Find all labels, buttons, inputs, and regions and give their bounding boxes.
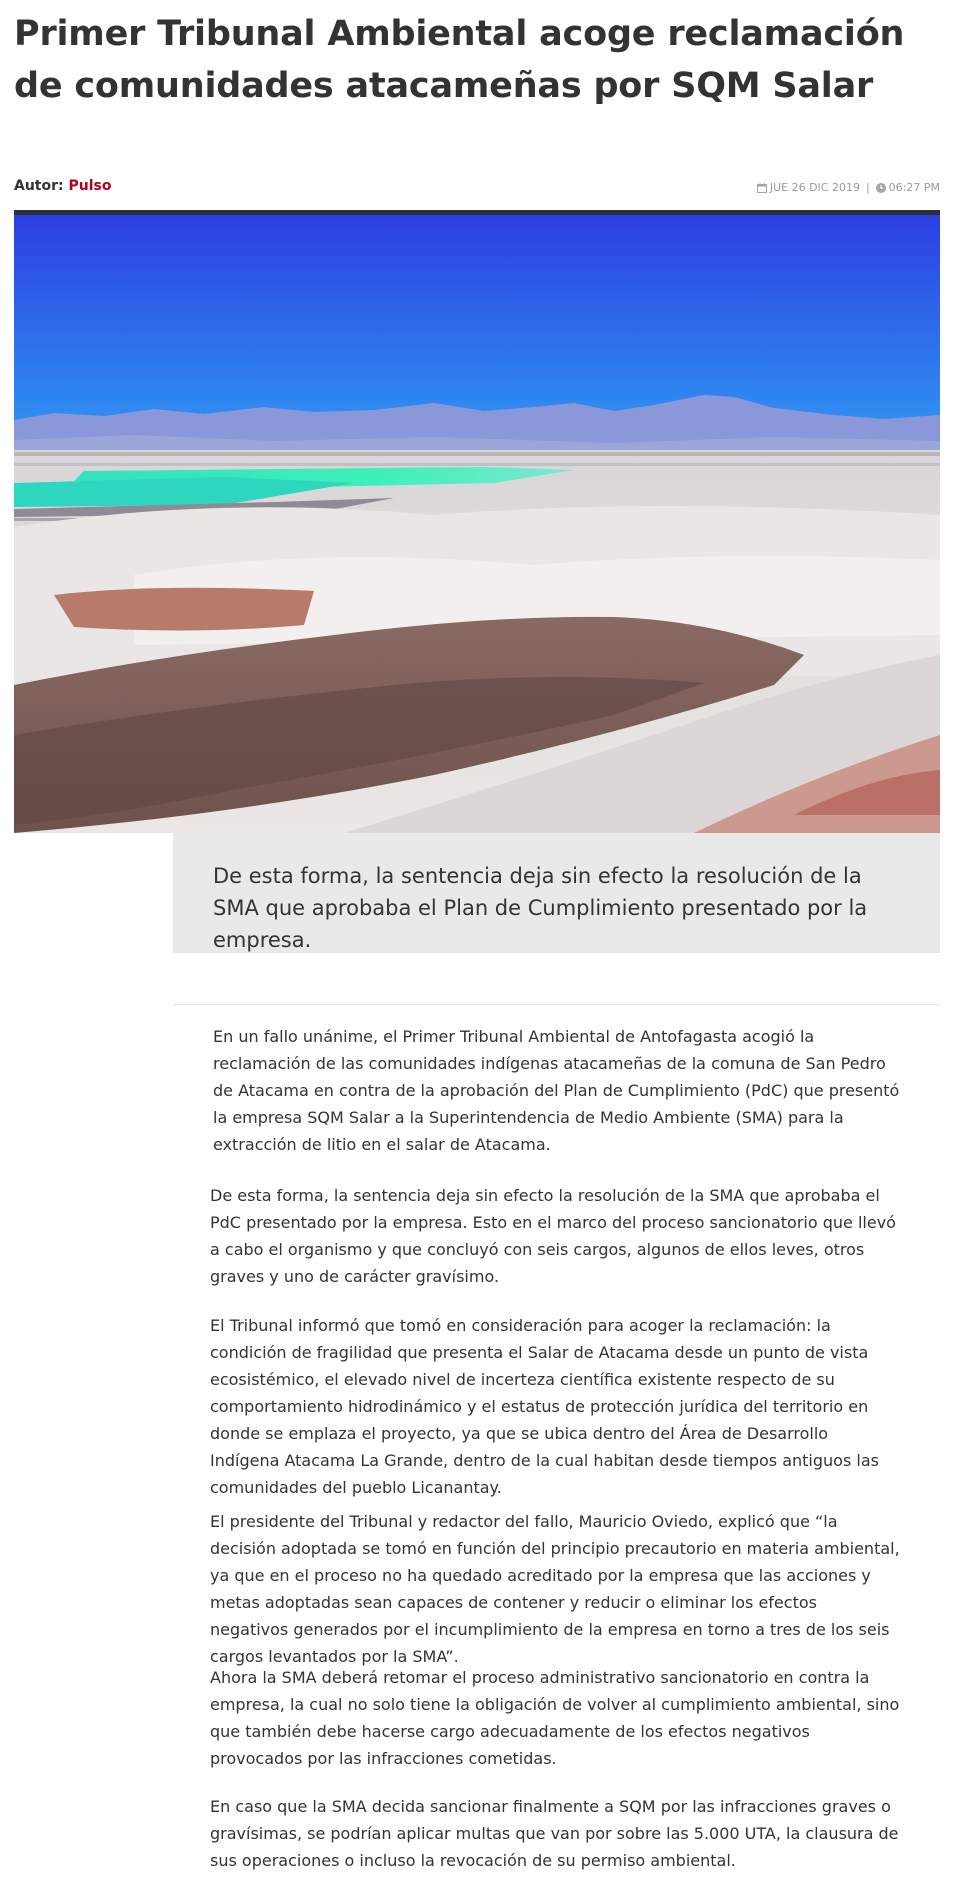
pull-quote: De esta forma, la sentencia deja sin efecto la resolución de la SMA que aprobaba el Plan de Cumplimiento presentado por la empresa. xyxy=(213,864,868,952)
author-link[interactable]: Pulso xyxy=(68,178,112,194)
article-paragraph: En un fallo unánime, el Primer Tribunal Ambiental de Antofagasta acogió la reclamación de las comunidades indígenas atacameñas de la comuna de San Pedro de Atacama en contra de la aprobación del Plan de Cumplimiento (PdC) que presentó la empresa SQM Salar a la Superintendencia de Medio Ambiente (SMA) para la extracción de litio en el salar de Atacama. xyxy=(213,1027,900,1154)
article-paragraph: En caso que la SMA decida sancionar finalmente a SQM por las infracciones graves o gravísimas, se podrían aplicar multas que van por sobre las 5.000 UTA, la clausura de sus operaciones o incluso la revocación de su permiso ambiental. xyxy=(210,1797,899,1870)
hero-image xyxy=(14,215,940,833)
dateline xyxy=(757,181,940,194)
clock-icon xyxy=(876,183,886,193)
pull-quote-box xyxy=(173,833,940,953)
article-title: Primer Tribunal Ambiental acoge reclamación de comunidades atacameñas por SQM Salar xyxy=(14,14,905,106)
section-divider xyxy=(173,1004,940,1005)
article-paragraph: El Tribunal informó que tomó en consideración para acoger la reclamación: la condición de fragilidad que presenta el Salar de Atacama desde un punto de vista ecosistémico, el elevado nivel de incerteza científica existente respecto de su comportamiento hidrodinámico y el estatus de protección jurídica del territorio en donde se emplaza el proyecto, ya que se ubica dentro del Área de Desarrollo Indígena Atacama La Grande, dentro de la cual habitan desde tiempos antiguos las comunidades del pueblo Licanantay. xyxy=(210,1316,879,1497)
article-paragraph: De esta forma, la sentencia deja sin efecto la resolución de la SMA que aprobaba el PdC presentado por la empresa. Esto en el marco del proceso sancionatorio que llevó a cabo el organismo y que concluyó con seis cargos, algunos de ellos leves, otros graves y uno de carácter gravísimo. xyxy=(210,1186,896,1286)
calendar-icon xyxy=(757,183,767,193)
date-separator: | xyxy=(865,181,870,194)
article-paragraph: El presidente del Tribunal y redactor del fallo, Mauricio Oviedo, explicó que “la decisión adoptada se tomó en función del principio precautorio en materia ambiental, ya que en el proceso no ha quedado acreditado por la empresa que las acciones y metas adoptadas sean capaces de contener y reducir o eliminar los efectos negativos generados por el incumplimiento de la empresa en torno a tres de los seis cargos levantados por la SMA”. xyxy=(210,1512,900,1666)
byline xyxy=(14,178,111,194)
publish-time: 06:27 PM xyxy=(888,181,940,194)
article-paragraph: Ahora la SMA deberá retomar el proceso administrativo sancionatorio en contra la empresa, la cual no solo tiene la obligación de volver al cumplimiento ambiental, sino que también debe hacerse cargo adecuadamente de los efectos negativos provocados por las infracciones cometidas. xyxy=(210,1668,900,1768)
author-label: Autor: xyxy=(14,178,64,194)
publish-date: JUE 26 DIC 2019 xyxy=(769,181,860,194)
